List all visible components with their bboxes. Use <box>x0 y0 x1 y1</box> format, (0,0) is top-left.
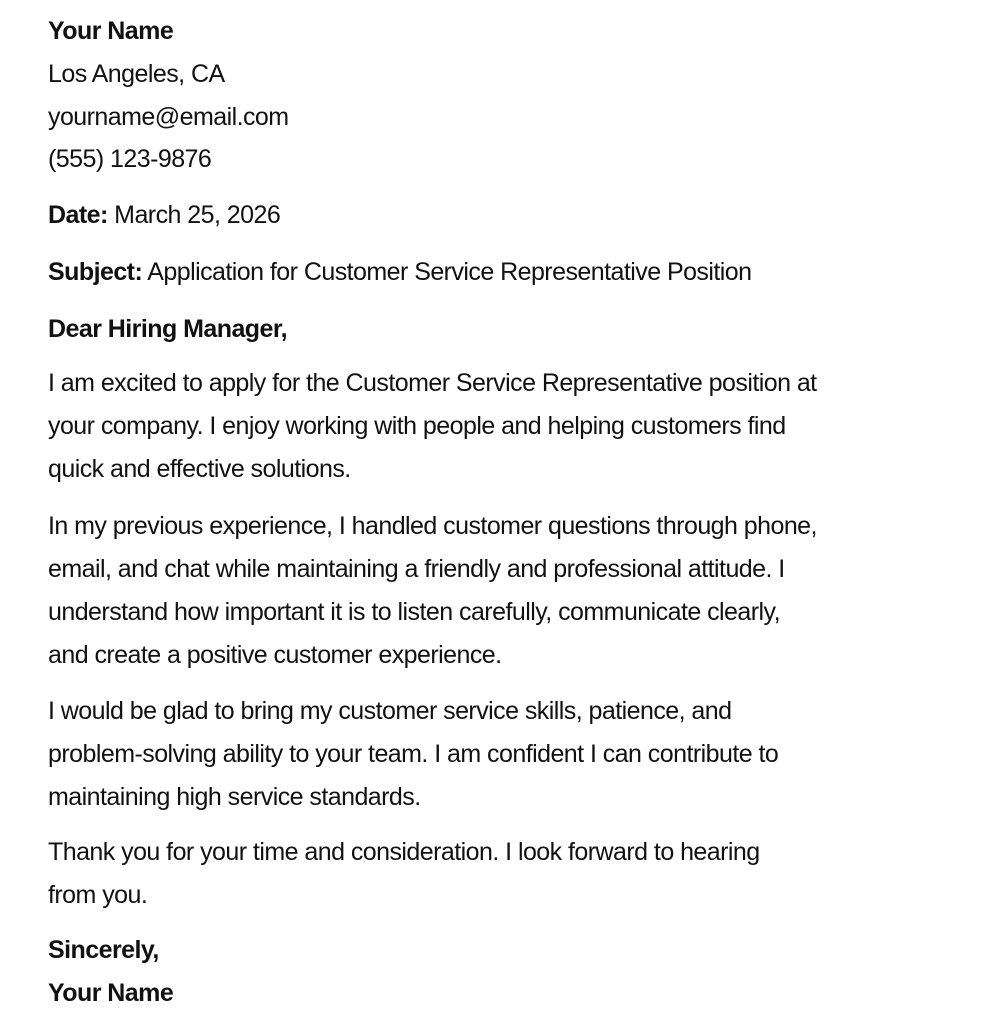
paragraph-line: I am excited to apply for the Customer Service Representative position at <box>48 369 817 397</box>
sender-email: yourname@email.com <box>48 103 289 131</box>
sender-name: Your Name <box>48 17 174 45</box>
paragraph-line: email, and chat while maintaining a friendly and professional attitude. I <box>48 555 785 583</box>
subject-value: Application for Customer Service Representative Position <box>147 258 752 286</box>
subject-label: Subject: <box>48 258 143 286</box>
body-paragraph-2 <box>48 505 968 677</box>
paragraph-line: problem-solving ability to your team. I am confident I can contribute to <box>48 740 779 768</box>
sender-phone: (555) 123-9876 <box>48 145 212 173</box>
body-paragraph-4 <box>48 831 968 917</box>
closing-signature: Your Name <box>48 979 174 1007</box>
body-paragraph-1 <box>48 362 968 491</box>
paragraph-line: quick and effective solutions. <box>48 455 351 483</box>
date-label: Date: <box>48 201 108 229</box>
closing-valediction: Sincerely, <box>48 936 159 964</box>
paragraph-line: In my previous experience, I handled customer questions through phone, <box>48 512 817 540</box>
paragraph-line: and create a positive customer experience. <box>48 641 502 669</box>
paragraph-line: your company. I enjoy working with people and helping customers find <box>48 412 786 440</box>
date-value: March 25, 2026 <box>114 201 281 229</box>
paragraph-line: Thank you for your time and consideration. I look forward to hearing <box>48 838 760 866</box>
subject-line <box>48 251 752 294</box>
paragraph-line: understand how important it is to listen carefully, communicate clearly, <box>48 598 781 626</box>
paragraph-line: I would be glad to bring my customer service skills, patience, and <box>48 697 732 725</box>
body-paragraph-3 <box>48 690 968 819</box>
salutation: Dear Hiring Manager, <box>48 315 288 343</box>
date-line <box>48 194 280 237</box>
paragraph-line: from you. <box>48 881 148 909</box>
paragraph-line: maintaining high service standards. <box>48 783 421 811</box>
sender-location: Los Angeles, CA <box>48 60 225 88</box>
